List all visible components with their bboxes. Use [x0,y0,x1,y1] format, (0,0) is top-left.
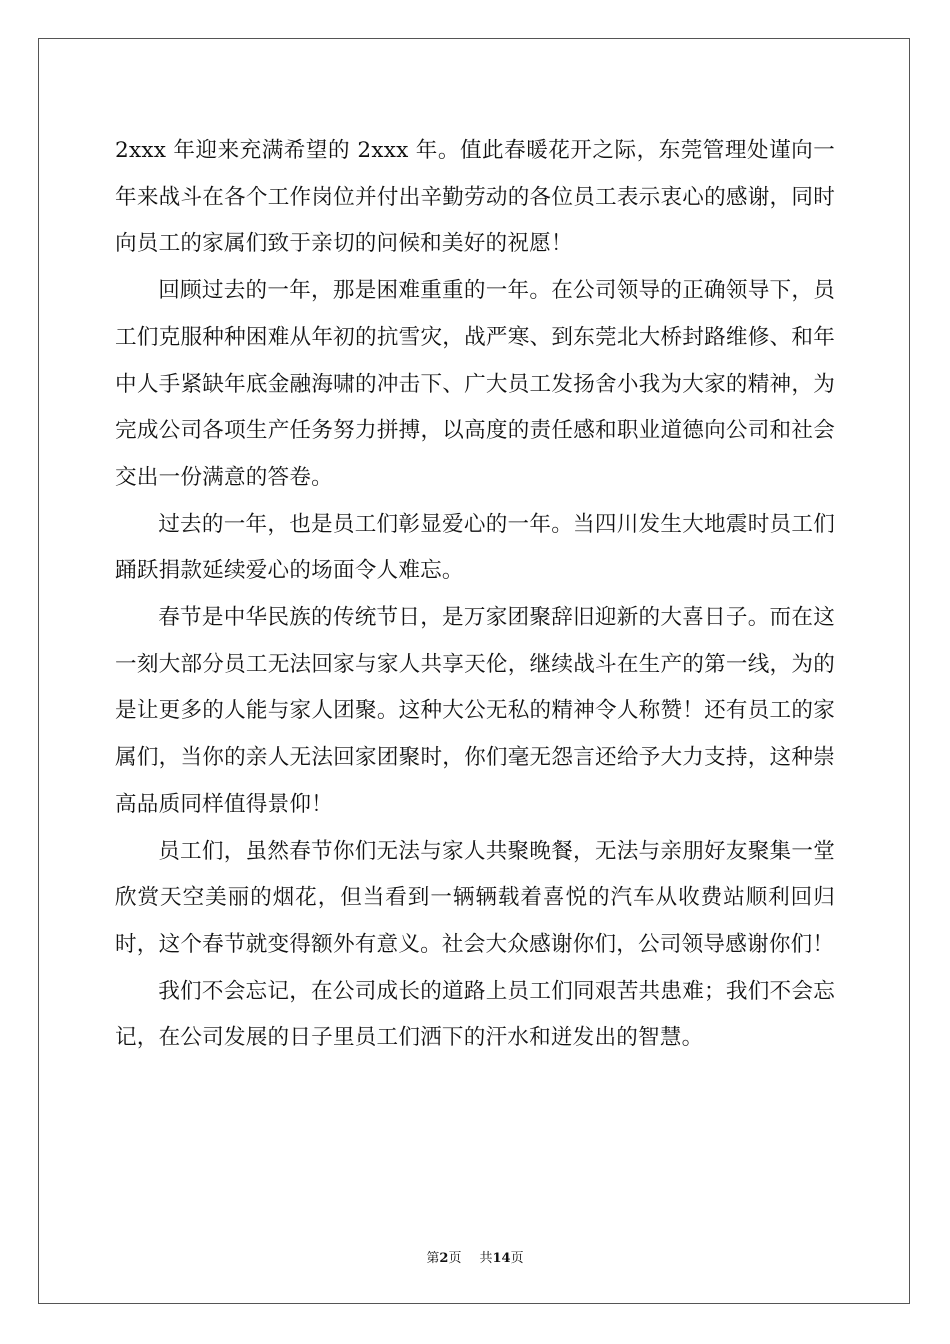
total-prefix: 共 [479,1251,493,1266]
total-suffix: 页 [510,1251,524,1266]
page-number: 2 [439,1251,449,1266]
total-pages: 14 [492,1251,511,1266]
paragraph-3: 过去的一年，也是员工们彰显爱心的一年。当四川发生大地震时员工们踊跃捐款延续爱心的场面令人难忘。 [115,511,835,584]
paragraph-1: 2xxx 年迎来充满希望的 2xxx 年。值此春暖花开之际，东莞管理处谨向一年来战斗在各个工作岗位并付出辛勤劳动的各位员工表示衷心的感谢，同时向员工的家属们致于亲切的问候和美好的祝愿！ [115,138,835,257]
page-prefix: 第 [426,1251,440,1266]
page-footer [0,1247,950,1266]
paragraph-4: 春节是中华民族的传统节日，是万家团聚辞旧迎新的大喜日子。而在这一刻大部分员工无法回家与家人共享天伦，继续战斗在生产的第一线，为的是让更多的人能与家人团聚。这种大公无私的精神令人称赞！还有员工的家属们，当你的亲人无法回家团聚时，你们毫无怨言还给予大力支持，这种崇高品质同样值得景仰！ [115,605,835,817]
paragraph-5: 员工们，虽然春节你们无法与家人共聚晚餐，无法与亲朋好友聚集一堂欣赏天空美丽的烟花，但当看到一辆辆载着喜悦的汽车从收费站顺利回归时，这个春节就变得额外有意义。社会大众感谢你们，公司领导感谢你们！ [115,838,835,957]
paragraph-6: 我们不会忘记，在公司成长的道路上员工们同艰苦共患难；我们不会忘记，在公司发展的日子里员工们洒下的汗水和迸发出的智慧。 [115,978,835,1051]
page-suffix: 页 [448,1251,462,1266]
paragraph-2: 回顾过去的一年，那是困难重重的一年。在公司领导的正确领导下，员工们克服种种困难从年初的抗雪灾，战严寒、到东莞北大桥封路维修、和年中人手紧缺年底金融海啸的冲击下、广大员工发扬舍小我为大家的精神，为完成公司各项生产任务努力拼搏，以高度的责任感和职业道德向公司和社会交出一份满意的答卷。 [115,278,835,490]
document-body [115,128,835,1062]
